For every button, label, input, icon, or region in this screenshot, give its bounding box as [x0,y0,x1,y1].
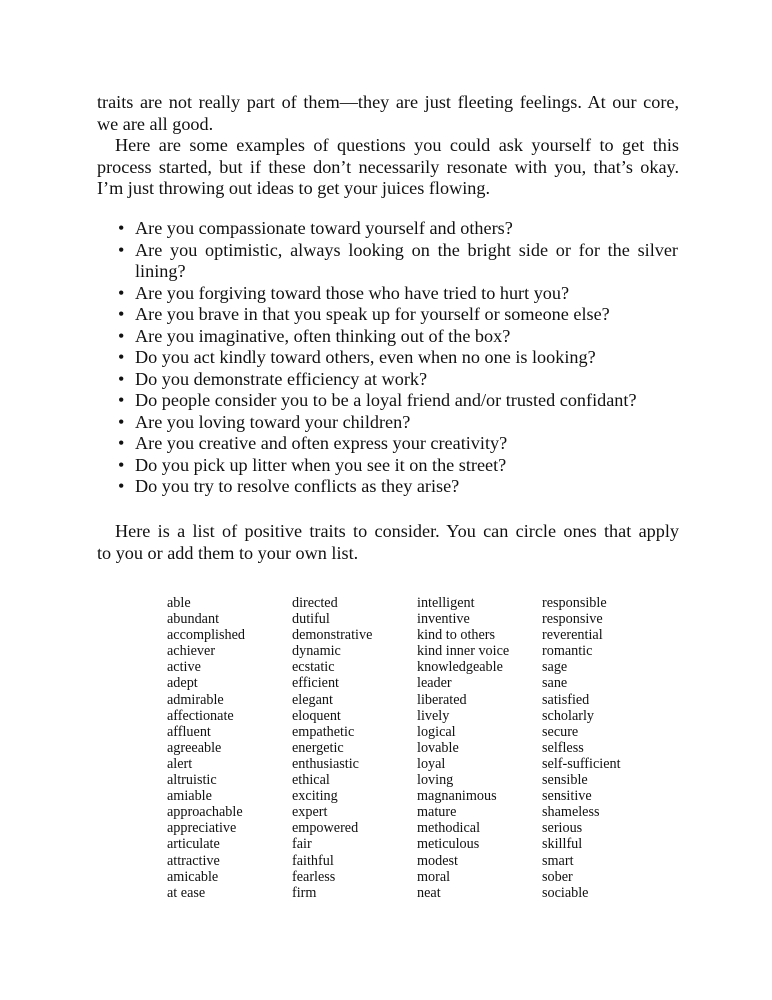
bullet-icon: • [118,282,125,303]
trait-word: dutiful [292,611,330,628]
trait-word: selfless [542,739,584,756]
trait-word: adept [167,675,198,692]
question-text: Do you act kindly toward others, even when no one is looking? [135,347,596,367]
trait-word: affectionate [167,707,234,724]
trait-word: elegant [292,691,333,708]
trait-column [292,595,417,901]
trait-word: attractive [167,852,220,869]
trait-word: empowered [292,820,359,837]
bullet-icon: • [118,368,125,389]
trait-word: exciting [292,788,338,805]
bullet-icon: • [118,476,125,496]
bullet-icon: • [118,433,125,453]
trait-word: at ease [167,884,206,901]
text-line: we are all good. [97,113,214,134]
trait-word: expert [292,804,328,821]
trait-word: shameless [542,804,600,821]
question-item [118,218,678,240]
text-line: to you or add them to your own list. [97,542,359,563]
question-item [118,240,678,283]
bullet-icon: • [118,347,125,367]
bullet-icon: • [118,218,125,238]
question-item [118,326,678,348]
trait-word: romantic [542,643,593,660]
trait-word: approachable [167,804,243,821]
trait-word: faithful [292,852,334,869]
trait-word: energetic [292,739,344,756]
question-item [118,304,678,326]
trait-word: active [167,659,201,676]
trait-word: sober [542,868,573,885]
trait-word: sage [542,659,568,676]
trait-word: amicable [167,868,219,885]
trait-word: alert [167,755,193,772]
trait-word: moral [417,868,451,885]
bullet-icon: • [118,390,125,410]
trait-column [167,595,292,901]
question-text: Do you try to resolve conflicts as they arise? [135,476,460,496]
question-text: Do people consider you to be a loyal friend and/or trusted confidant? [135,390,637,410]
trait-word: appreciative [167,820,237,837]
text-line: process started, but if these don’t necessarily resonate with you, that’s okay. [97,156,679,177]
trait-word: serious [542,820,583,837]
text-line: traits are not really part of them—they are just fleeting feelings. At our core, [97,92,679,112]
trait-word: sociable [542,884,589,901]
question-text: Are you brave in that you speak up for yourself or someone else? [135,304,610,324]
text-line: Here are some examples of questions you could ask yourself to get this [115,135,679,155]
trait-word: dynamic [292,643,341,660]
trait-word: mature [417,804,457,821]
trait-word: logical [417,723,456,740]
question-text: Are you forgiving toward those who have tried to hurt you? [135,282,570,303]
bullet-icon: • [118,454,125,475]
text-line: I’m just throwing out ideas to get your juices flowing. [97,178,490,198]
trait-word: articulate [167,836,220,853]
trait-word: loving [417,772,454,789]
trait-word: enthusiastic [292,755,359,772]
trait-word: kind to others [417,627,496,644]
trait-word: admirable [167,691,224,708]
trait-word: secure [542,723,579,740]
paragraph-intro-continuation [97,92,679,135]
question-text-continued: lining? [135,261,186,281]
trait-word: eloquent [292,707,341,724]
trait-word: satisfied [542,691,590,708]
trait-word: abundant [167,611,220,628]
trait-word: meticulous [417,836,480,853]
question-text: Are you compassionate toward yourself and others? [135,218,513,238]
question-text: Do you demonstrate efficiency at work? [135,368,428,389]
trait-word: sensible [542,772,588,789]
trait-word: firm [292,884,317,901]
question-item [118,283,678,305]
question-item [118,412,678,434]
trait-word: demonstrative [292,627,373,644]
trait-word: affluent [167,723,211,740]
trait-word: self-sufficient [542,755,621,772]
trait-word: achiever [167,643,216,660]
trait-word: reverential [542,627,603,644]
trait-word: intelligent [417,595,475,611]
bullet-icon: • [118,239,125,260]
trait-word: skillful [542,836,583,853]
question-bullet-list [118,218,678,498]
trait-word: accomplished [167,627,246,644]
trait-word: able [167,595,191,611]
trait-word: leader [417,675,452,692]
question-text: Are you optimistic, always looking on the bright side or for the silver [135,239,678,260]
trait-word: efficient [292,675,340,692]
trait-word: magnanimous [417,788,497,805]
trait-word: sane [542,675,568,692]
trait-word: inventive [417,611,470,628]
trait-word: fearless [292,868,336,885]
question-text: Are you creative and often express your creativity? [135,433,508,453]
trait-word: methodical [417,820,481,837]
trait-word: lovable [417,739,459,756]
trait-word: ecstatic [292,659,335,676]
trait-column [417,595,542,901]
trait-word: amiable [167,788,212,805]
trait-word: sensitive [542,788,592,805]
trait-word: kind inner voice [417,643,510,660]
trait-word: altruistic [167,772,217,789]
paragraph-question-intro [97,135,679,200]
trait-word: modest [417,852,458,869]
trait-word: knowledgeable [417,659,503,676]
question-item [118,390,678,412]
question-text: Are you imaginative, often thinking out of the box? [135,325,511,346]
trait-word: loyal [417,755,446,772]
trait-word: lively [417,707,450,724]
trait-word: empathetic [292,723,355,740]
question-item [118,476,678,498]
trait-word: responsive [542,611,603,628]
question-item [118,369,678,391]
trait-word: responsible [542,595,607,611]
bullet-icon: • [118,325,125,346]
trait-word: agreeable [167,739,222,756]
question-item [118,455,678,477]
trait-word: scholarly [542,707,595,724]
trait-word: fair [292,836,312,853]
trait-column [542,595,667,901]
question-text: Do you pick up litter when you see it on the street? [135,454,507,475]
paragraph-traits-intro [97,521,679,564]
text-line: Here is a list of positive traits to consider. You can circle ones that apply [115,521,679,541]
bullet-icon: • [118,304,125,324]
trait-word: ethical [292,772,330,789]
trait-word: liberated [417,691,467,708]
question-item [118,347,678,369]
question-text: Are you loving toward your children? [135,411,411,432]
bullet-icon: • [118,411,125,432]
trait-word: smart [542,852,574,869]
trait-word: directed [292,595,338,611]
trait-word: neat [417,884,441,901]
question-item [118,433,678,455]
